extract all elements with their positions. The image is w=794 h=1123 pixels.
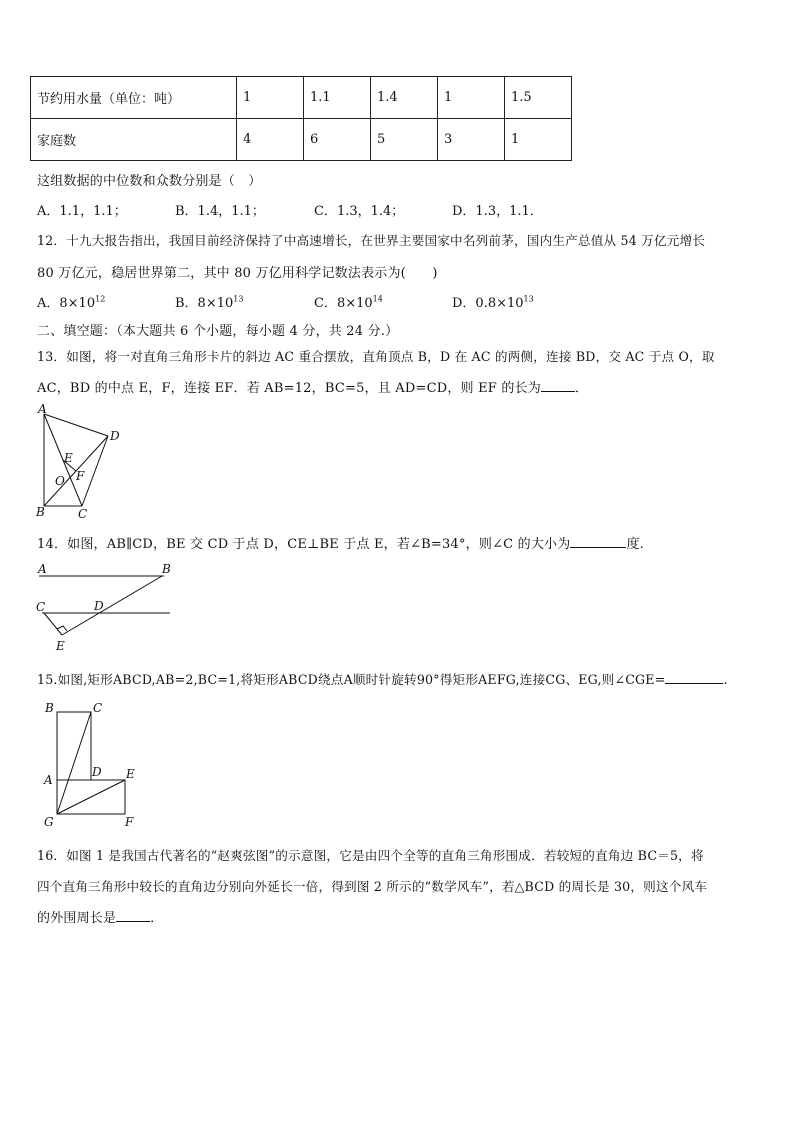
table-row	[31, 119, 572, 161]
answer-blank	[570, 547, 626, 548]
q13-label-d: D	[110, 429, 120, 443]
q12-option-c-label: C．8×10	[314, 296, 373, 311]
table-cell: 6	[304, 119, 371, 161]
q14-label-b: B	[162, 562, 171, 576]
table-cell: 1	[505, 119, 572, 161]
q12-option-c-exponent: 14	[372, 294, 383, 304]
q12-option-a	[37, 292, 105, 311]
table-header-cell: 家庭数	[31, 119, 237, 161]
q15-label-g: G	[44, 815, 54, 829]
q15-label-d: D	[92, 765, 102, 779]
water-saving-table	[30, 76, 572, 161]
q11-option-d: D．1.3，1.1．	[452, 204, 543, 219]
q11-stem: 这组数据的中位数和众数分别是（ ）	[37, 174, 262, 189]
q14-label-a: A	[38, 562, 47, 576]
q16-line2: 四个直角三角形中较长的直角边分别向外延长一倍，得到图 2 所示的“数学风车”，若△BCD 的周长是 30，则这个风车	[37, 879, 708, 894]
q12-option-d-exponent: 13	[523, 294, 534, 304]
q15-end: .	[723, 672, 728, 687]
table-cell: 1.1	[304, 77, 371, 119]
q15-label-a: A	[44, 773, 53, 787]
q14-end: 度.	[626, 537, 644, 552]
q13-end: ．	[574, 381, 589, 396]
table-cell: 1	[237, 77, 304, 119]
q12-option-a-exponent: 12	[95, 294, 106, 304]
q12-line2: 80 万亿元，稳居世界第二，其中 80 万亿用科学记数法表示为( )	[37, 266, 438, 281]
q11-option-c: C．1.3，1.4；	[314, 204, 405, 219]
q14-label-c: C	[36, 600, 46, 614]
answer-blank	[541, 391, 575, 392]
q13-label-a: A	[38, 402, 47, 416]
q11-option-a: A．1.1，1.1；	[37, 204, 127, 219]
q13-label-o: O	[55, 474, 65, 488]
q15-label-f: F	[125, 815, 134, 829]
q12-option-b-exponent: 13	[233, 294, 244, 304]
q13-line2-text: AC，BD 的中点 E，F，连接 EF．若 AB=12，BC=5，且 AD=CD，则 EF 的长为	[37, 381, 541, 396]
q12-option-b	[175, 292, 243, 311]
q12-option-d-label: D．0.8×10	[452, 296, 524, 311]
q15-label-b: B	[45, 701, 54, 715]
q13-line1: 13．如图，将一对直角三角形卡片的斜边 AC 重合摆放，直角顶点 B，D 在 AC 的两侧，连接 BD，交 AC 于点 O，取	[37, 349, 715, 364]
answer-blank	[116, 921, 150, 922]
table-cell: 4	[237, 119, 304, 161]
table-cell: 1	[438, 77, 505, 119]
q13-figure	[34, 402, 122, 520]
q16-line1: 16．如图 1 是我国古代著名的“赵爽弦图”的示意图，它是由四个全等的直角三角形围成．若较短的直角边 BC＝5，将	[37, 848, 704, 863]
answer-blank	[665, 683, 723, 684]
q15-text	[37, 669, 728, 688]
q14-label-e: E	[56, 639, 65, 653]
q15-text-body: 15.如图,矩形ABCD,AB=2,BC=1,将矩形ABCD绕点A顺时针旋转90°得矩形AEFG,连接CG、EG,则∠CGE=	[37, 672, 666, 687]
q11-option-b: B．1.4，1.1；	[175, 204, 265, 219]
q16-end: ．	[150, 911, 164, 926]
section-heading: 二、填空题：（本大题共 6 个小题，每小题 4 分，共 24 分.）	[37, 324, 399, 339]
table-row	[31, 77, 572, 119]
q14-label-d: D	[94, 599, 104, 613]
q12-option-b-label: B．8×10	[175, 296, 234, 311]
table-cell: 5	[371, 119, 438, 161]
q12-line1: 12．十九大报告指出，我国目前经济保持了中高速增长，在世界主要国家中名列前茅，国内生产总值从 54 万亿元增长	[37, 233, 706, 248]
table-cell: 1.4	[371, 77, 438, 119]
q12-option-a-label: A．8×10	[37, 296, 96, 311]
q13-label-b: B	[36, 505, 45, 519]
q15-figure	[40, 696, 142, 830]
q14-text-body: 14．如图，AB∥CD，BE 交 CD 于点 D，CE⊥BE 于点 E，若∠B=34°，则∠C 的大小为	[37, 537, 571, 552]
q13-line2	[37, 377, 588, 396]
q15-label-e: E	[126, 767, 135, 781]
q13-label-f: F	[76, 469, 85, 483]
q16-line3-text: 的外围周长是	[37, 911, 117, 926]
q13-label-e: E	[64, 451, 73, 465]
q13-label-c: C	[78, 507, 88, 520]
q15-label-c: C	[93, 701, 103, 715]
q12-option-d	[452, 292, 534, 311]
q12-option-c	[314, 292, 383, 311]
table-cell: 1.5	[505, 77, 572, 119]
q14-figure	[34, 560, 174, 654]
table-cell: 3	[438, 119, 505, 161]
table-header-cell: 节约用水量（单位：吨）	[31, 77, 237, 119]
q14-text	[37, 533, 644, 552]
q16-line3	[37, 907, 163, 926]
